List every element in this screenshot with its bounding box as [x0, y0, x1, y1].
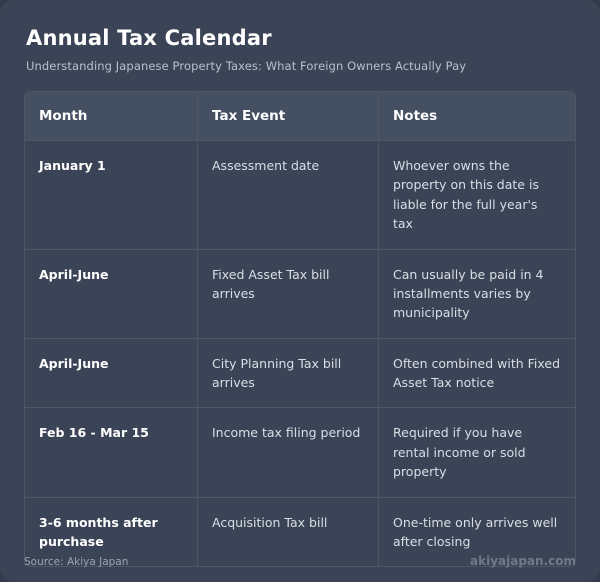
cell-month: April-June: [25, 338, 198, 408]
cell-tax-event: Acquisition Tax bill: [198, 497, 379, 566]
cell-tax-event: Assessment date: [198, 141, 379, 250]
cell-tax-event: City Planning Tax bill arrives: [198, 338, 379, 408]
column-header-tax-event: Tax Event: [198, 92, 379, 141]
table-row: [25, 249, 575, 338]
cell-tax-event: Income tax filing period: [198, 408, 379, 497]
cell-notes: Can usually be paid in 4 installments varies by municipality: [379, 249, 576, 338]
table-row: [25, 141, 575, 250]
cell-notes: Required if you have rental income or sold property: [379, 408, 576, 497]
cell-notes: Often combined with Fixed Asset Tax notice: [379, 338, 576, 408]
cell-notes: Whoever owns the property on this date is liable for the full year's tax: [379, 141, 576, 250]
cell-month: Feb 16 - Mar 15: [25, 408, 198, 497]
source-label: Source: Akiya Japan: [24, 556, 129, 568]
cell-month: April-June: [25, 249, 198, 338]
table-header-row: [25, 92, 575, 141]
brand-watermark: akiyajapan.com: [470, 554, 576, 568]
page-title: Annual Tax Calendar: [26, 26, 272, 50]
page-subtitle: Understanding Japanese Property Taxes: What Foreign Owners Actually Pay: [26, 59, 467, 73]
column-header-month: Month: [25, 92, 198, 141]
cell-month: January 1: [25, 141, 198, 250]
tax-calendar-table: [24, 91, 576, 567]
cell-notes: One-time only arrives well after closing: [393, 514, 558, 549]
cell-month: 3-6 months after purchase: [25, 497, 198, 566]
table-row: [25, 408, 575, 497]
table-row: [25, 338, 575, 408]
card-footer: [24, 554, 576, 568]
cell-tax-event: Fixed Asset Tax bill arrives: [198, 249, 379, 338]
column-header-notes: Notes: [379, 92, 576, 141]
